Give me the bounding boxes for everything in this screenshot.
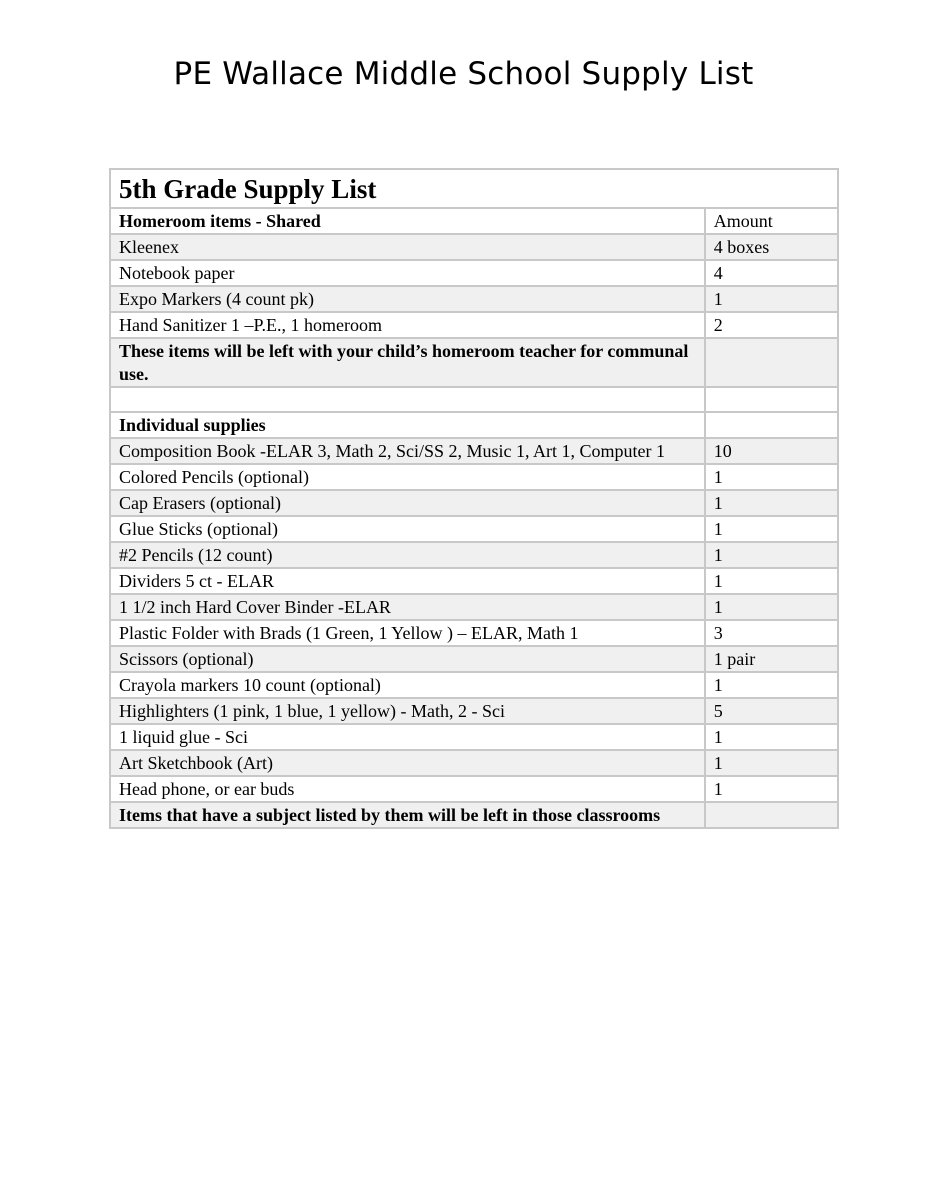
item-cell: Composition Book -ELAR 3, Math 2, Sci/SS 2, Music 1, Art 1, Computer 1 — [110, 438, 705, 464]
amount-cell: 1 — [705, 286, 838, 312]
table-row — [110, 698, 838, 724]
table-row — [110, 672, 838, 698]
amount-cell: 2 — [705, 312, 838, 338]
item-cell: Notebook paper — [110, 260, 705, 286]
grade-supply-list-title: 5th Grade Supply List — [110, 169, 838, 208]
table-row — [110, 620, 838, 646]
item-cell: 1 1/2 inch Hard Cover Binder -ELAR — [110, 594, 705, 620]
table-row — [110, 594, 838, 620]
table-row — [110, 724, 838, 750]
amount-cell: 5 — [705, 698, 838, 724]
table-row — [110, 516, 838, 542]
amount-cell: 1 — [705, 594, 838, 620]
table-row — [110, 776, 838, 802]
table-row — [110, 802, 838, 828]
amount-cell: 1 — [705, 672, 838, 698]
item-cell: Plastic Folder with Brads (1 Green, 1 Yellow ) – ELAR, Math 1 — [110, 620, 705, 646]
item-cell — [110, 387, 705, 412]
table-row — [110, 412, 838, 438]
item-cell: Colored Pencils (optional) — [110, 464, 705, 490]
table-row — [110, 750, 838, 776]
amount-cell: 4 boxes — [705, 234, 838, 260]
item-cell: Individual supplies — [110, 412, 705, 438]
amount-cell: Amount — [705, 208, 838, 234]
amount-cell: 4 — [705, 260, 838, 286]
table-row — [110, 260, 838, 286]
table-row — [110, 464, 838, 490]
item-cell: #2 Pencils (12 count) — [110, 542, 705, 568]
item-cell: Scissors (optional) — [110, 646, 705, 672]
amount-cell: 1 — [705, 724, 838, 750]
item-cell: Items that have a subject listed by them will be left in those classrooms — [110, 802, 705, 828]
amount-cell: 1 — [705, 568, 838, 594]
table-title-row — [110, 169, 838, 208]
amount-cell: 1 — [705, 464, 838, 490]
amount-cell: 3 — [705, 620, 838, 646]
item-cell: Art Sketchbook (Art) — [110, 750, 705, 776]
page-title: PE Wallace Middle School Supply List — [173, 56, 754, 92]
item-cell: Crayola markers 10 count (optional) — [110, 672, 705, 698]
item-cell: Homeroom items - Shared — [110, 208, 705, 234]
amount-cell: 1 — [705, 490, 838, 516]
amount-cell: 1 — [705, 776, 838, 802]
item-cell: Expo Markers (4 count pk) — [110, 286, 705, 312]
table-row — [110, 490, 838, 516]
table-row — [110, 568, 838, 594]
item-cell: Cap Erasers (optional) — [110, 490, 705, 516]
table-row — [110, 387, 838, 412]
item-cell: Glue Sticks (optional) — [110, 516, 705, 542]
item-cell: Hand Sanitizer 1 –P.E., 1 homeroom — [110, 312, 705, 338]
supply-list-body — [110, 208, 838, 828]
amount-cell — [705, 387, 838, 412]
table-row — [110, 312, 838, 338]
amount-cell — [705, 412, 838, 438]
item-cell: These items will be left with your child’s homeroom teacher for communal use. — [110, 338, 705, 387]
amount-cell — [705, 338, 838, 387]
table-row — [110, 286, 838, 312]
amount-cell: 1 — [705, 516, 838, 542]
item-cell: Highlighters (1 pink, 1 blue, 1 yellow) - Math, 2 - Sci — [110, 698, 705, 724]
amount-cell: 1 — [705, 542, 838, 568]
amount-cell: 10 — [705, 438, 838, 464]
table-row — [110, 208, 838, 234]
item-cell: Head phone, or ear buds — [110, 776, 705, 802]
table-row — [110, 646, 838, 672]
table-row — [110, 338, 838, 387]
table-row — [110, 234, 838, 260]
item-cell: Dividers 5 ct - ELAR — [110, 568, 705, 594]
table-row — [110, 542, 838, 568]
amount-cell — [705, 802, 838, 828]
item-cell: Kleenex — [110, 234, 705, 260]
item-cell: 1 liquid glue - Sci — [110, 724, 705, 750]
amount-cell: 1 pair — [705, 646, 838, 672]
table-row — [110, 438, 838, 464]
supply-list-table — [109, 168, 839, 829]
amount-cell: 1 — [705, 750, 838, 776]
